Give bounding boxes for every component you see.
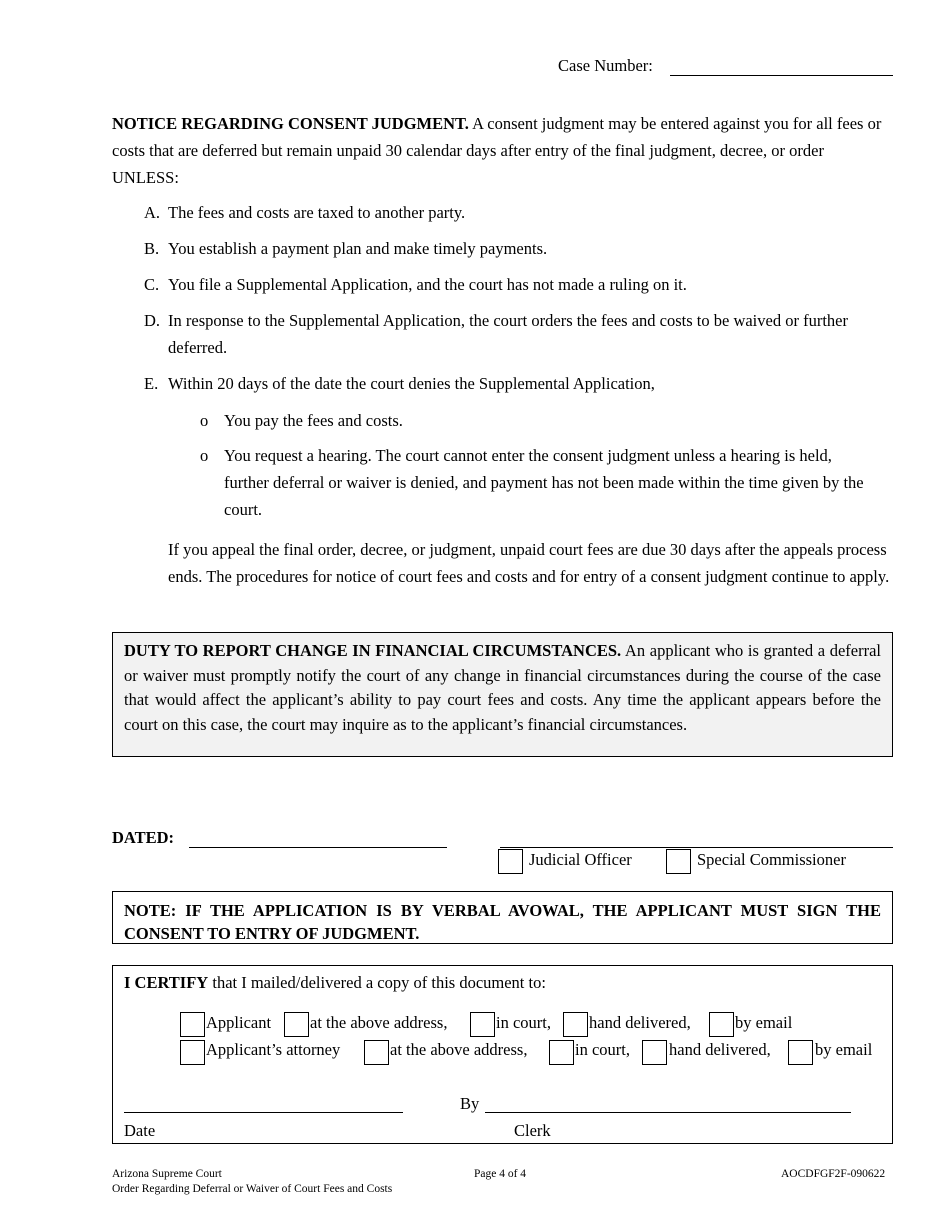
notice-intro: A consent judgment may be entered against you for all fees or costs that are deferred but remain unpaid 30 calendar days after entry of the final judgment, decree, or order UNLESS: [112,114,882,187]
list-item [144,271,894,298]
appeal-paragraph: If you appeal the final order, decree, or judgment, unpaid court fees are due 30 days after the appeals process ends. The procedures for notice of court fees and costs and for entry of a consent judgment continue to apply. [168,540,890,586]
list-label: B. [144,239,160,258]
special-commissioner-checkbox[interactable] [666,849,691,874]
list-item [144,370,894,397]
applicant-in-court-label: in court, [496,1013,551,1032]
certify-bold: I CERTIFY [124,973,209,992]
applicant-in-court-checkbox[interactable] [470,1012,495,1037]
duty-heading: DUTY TO REPORT CHANGE IN FINANCIAL CIRCUMSTANCES. [124,641,622,660]
attorney-email-checkbox[interactable] [788,1040,813,1065]
note-box: NOTE: IF THE APPLICATION IS BY VERBAL AVOWAL, THE APPLICANT MUST SIGN THE CONSENT TO ENTRY OF JUDGMENT. [112,891,893,944]
footer-page-number: Page 4 of 4 [474,1168,527,1180]
date-label: Date [124,1121,156,1140]
duty-box [112,632,893,757]
list-label: C. [144,275,160,294]
applicant-label: Applicant [206,1013,272,1032]
attorney-address-checkbox[interactable] [364,1040,389,1065]
bullet-mark: o [200,446,209,465]
footer-court: Arizona Supreme Court [112,1168,222,1180]
certify-box [112,965,893,1144]
attorney-email-label: by email [815,1040,873,1059]
attorney-hand-delivered-checkbox[interactable] [642,1040,667,1065]
duty-body: An applicant who is granted a deferral or waiver must promptly notify the court of any change in financial circumstances during the course of the case that would affect the applicant’s ability to pay court fees and costs. Any time the applicant appears before the court on this case, the court may inquire as to the applicant’s financial circumstances. [124,641,881,734]
footer-form-title: Order Regarding Deferral or Waiver of Court Fees and Costs [112,1183,393,1195]
list-label: A. [144,203,161,222]
attorney-in-court-label: in court, [575,1040,630,1059]
list-label: E. [144,374,159,393]
applicant-hand-delivered-checkbox[interactable] [563,1012,588,1037]
applicant-email-checkbox[interactable] [709,1012,734,1037]
judicial-officer-label: Judicial Officer [529,850,632,869]
attorney-address-label: at the above address, [390,1040,528,1059]
attorney-in-court-checkbox[interactable] [549,1040,574,1065]
dated-label: DATED: [112,828,175,847]
attorney-label: Applicant’s attorney [206,1040,341,1059]
bullet-item [200,407,880,434]
certify-statement [124,973,546,993]
judicial-officer-checkbox[interactable] [498,849,523,874]
applicant-address-label: at the above address, [310,1013,448,1032]
case-number-field[interactable] [670,75,893,76]
list-label: D. [144,311,161,330]
list-item [144,235,894,262]
applicant-hand-delivered-label: hand delivered, [589,1013,691,1032]
bullet-text: You pay the fees and costs. [224,411,403,430]
list-item [144,307,894,361]
notice-heading: NOTICE REGARDING CONSENT JUDGMENT. [112,114,469,133]
notice-paragraph [112,110,887,191]
bullet-text: You request a hearing. The court cannot enter the consent judgment unless a hearing is held, further deferral or waiver is denied, and payment has not been made within the time given by the court. [224,446,864,519]
clerk-label: Clerk [514,1121,551,1140]
date-line[interactable] [124,1112,403,1113]
bullet-mark: o [200,411,209,430]
certify-rest: that I mailed/delivered a copy of this document to: [208,973,546,992]
signature-line[interactable] [500,847,893,848]
list-text: The fees and costs are taxed to another party. [168,203,466,222]
attorney-checkbox[interactable] [180,1040,205,1065]
list-text: Within 20 days of the date the court denies the Supplemental Application, [168,374,655,393]
applicant-checkbox[interactable] [180,1012,205,1037]
list-text: You file a Supplemental Application, and the court has not made a ruling on it. [168,275,687,294]
clerk-line[interactable] [485,1112,851,1113]
case-number-label: Case Number: [558,56,653,75]
by-label: By [460,1094,480,1113]
footer-form-code: AOCDFGF2F-090622 [781,1168,886,1180]
list-item [144,199,894,226]
attorney-hand-delivered-label: hand delivered, [669,1040,771,1059]
dated-field[interactable] [189,847,447,848]
list-text: You establish a payment plan and make timely payments. [168,239,548,258]
list-text: In response to the Supplemental Application, the court orders the fees and costs to be waived or further deferred. [168,311,848,357]
applicant-address-checkbox[interactable] [284,1012,309,1037]
applicant-email-label: by email [735,1013,793,1032]
bullet-item [200,442,880,523]
special-commissioner-label: Special Commissioner [697,850,846,869]
